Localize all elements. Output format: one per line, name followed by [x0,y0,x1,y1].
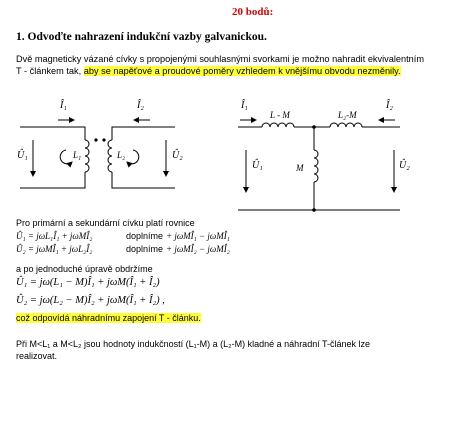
right-u2-label: Û₂ [399,160,410,171]
right-u1-label: Û₁ [252,160,263,171]
after-text: a po jednoduché úpravě obdržíme [16,264,153,274]
mutual-m-label: M [296,163,304,173]
left-i2-label: Î₂ [137,100,144,111]
junction-bottom [312,208,316,212]
supplement-word-1: doplníme [126,231,164,241]
final-line-1: Při M<L₁ a M<L₂ jsou hodnoty indukčností (L₁-M) a (L₂-M) kladné a náhradní T-článek lze [16,339,371,349]
l2-minus-m-label: L₂-M [338,110,357,120]
equation-2: Û₂ = jωMÎ₁ + jωL₂Î₂ [16,244,93,254]
result-equation-2 [16,295,165,306]
intro-line-2-plain: T - článkem tak, [16,66,84,76]
flux-arrow-2 [127,150,139,164]
conclusion [16,313,201,323]
junction-top [312,125,316,129]
dot-marker-1 [94,138,97,141]
dot-marker-2 [102,138,105,141]
coupled-coils-circuit [20,120,175,188]
result-equation-2-tail: , [162,295,165,306]
result-equation-1: Û₁ = jω(L₁ − M)Î₁ + jωM(Î₁ + Î₂) [16,277,160,288]
left-i1-label: Î₁ [60,100,67,111]
intro-line-1: Dvě magneticky vázané cívky s propojenými souhlasnými svorkami je možno nahradit ekvivalentním [16,54,424,64]
equation-1: Û₁ = jωL₁Î₁ + jωMÎ₂ [16,231,93,241]
right-i2-label: Î₂ [386,100,393,111]
left-l1-label: L₁ [73,150,82,160]
left-u1-label: Û₁ [17,150,28,161]
supplement-word-2: doplníme [126,244,164,254]
right-i1-label: Î₁ [241,100,248,111]
points-title: 20 bodů: [232,6,274,18]
equation-1-addition: + jωMÎ₁ − jωMÎ₁ [166,231,230,241]
final-line-2: realizovat. [16,351,58,361]
task-heading: 1. Odvoďte nahrazení indukční vazby galvanickou. [16,31,267,43]
left-l2-label: L₂ [117,150,126,160]
intro-highlight: aby se napěťové a proudové poměry vzhledem k vnějšímu obvodu nezměnily. [83,66,401,76]
flux-arrow-1 [60,150,72,164]
final-paragraph [16,338,370,362]
equations-intro: Pro primární a sekundární cívku platí rovnice [16,218,195,228]
l-minus-m-label: L - M [270,110,290,120]
equation-2-addition: + jωMÎ₂ − jωMÎ₂ [166,244,230,254]
left-u2-label: Û₂ [172,150,183,161]
conclusion-highlight: což odpovídá náhradnímu zapojení T - článku. [16,313,201,323]
result-equation-2-text: Û₂ = jω(L₂ − M)Î₂ + jωM(Î₁ + Î₂) [16,295,160,306]
